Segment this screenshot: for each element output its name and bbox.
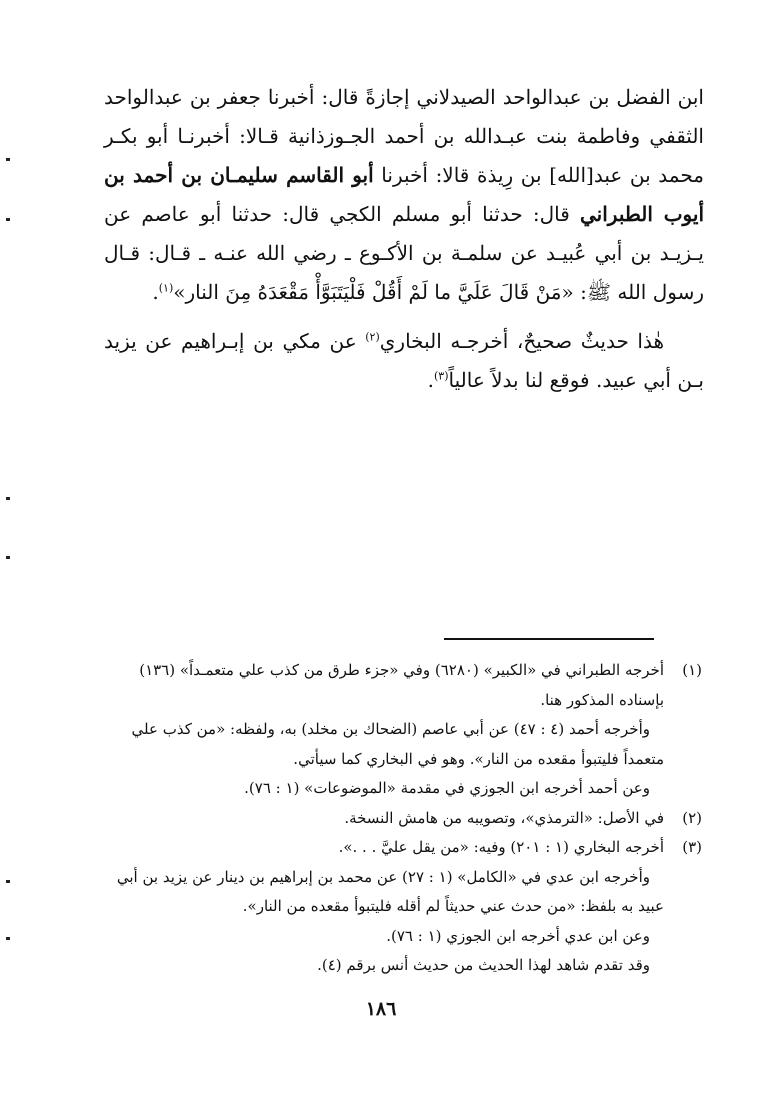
page-number: ١٨٦ bbox=[365, 998, 397, 1020]
margin-mark bbox=[6, 937, 10, 940]
paragraph-hadith-chain bbox=[104, 78, 704, 312]
margin-mark bbox=[6, 218, 10, 221]
text-span: قال: حدثنا أبو مسلم الكجي قال: حدثنا أبو عاصم عن يـزيـد بن أبي عُبيـد عن سلمـة بن الأكـوع ـ رضي الله عنـه ـ قـال: قـال رسول الله ﷺ: «مَنْ قَالَ عَلَيَّ ما لَمْ أَقُلْ فَلْيَتَبَوَّأْ مَقْعَدَهُ مِنَ النار» bbox=[104, 202, 704, 304]
footnote-ref-3: (٣) bbox=[433, 369, 449, 383]
footnote-ref-1: (١) bbox=[158, 281, 174, 295]
margin-mark bbox=[6, 497, 10, 500]
paragraph-grading bbox=[104, 322, 704, 400]
footnotes bbox=[102, 656, 702, 981]
footnote-text: أخرجه الطبراني في «الكبير» (٦٢٨٠) وفي «جزء طرق من كذب علي متعمـداً» (١٣٦) بإسناده المذكور هنا. bbox=[139, 661, 664, 709]
footnote-continuation: وقد تقدم شاهد لهذا الحديث من حديث أنس برقم (٤). bbox=[317, 956, 650, 974]
bold-narrator-name: أبو القاسم سليمـان بن أحمد بن أيوب الطبراني bbox=[104, 163, 704, 226]
footnote-number: (٢) bbox=[682, 808, 702, 827]
footnote-continuation: وأخرجه ابن عدي في «الكامل» (١ : ٢٧) عن محمد بن إبراهيم بن دينار عن يزيد بن أبي عبيد به بلفظ: «من حدث عني حديثاً لم أقله فليتبوأ مقعده من النار». bbox=[116, 867, 664, 915]
footnote-ref-2: (٢) bbox=[365, 330, 380, 344]
footnote-continuation: وأخرجه أحمد (٤ : ٤٧) عن أبي عاصم (الضحاك بن مخلد) به، ولفظه: «من كذب علي متعمداً فليتبوأ مقعده من النار». وهو في البخاري كما سيأتي. bbox=[131, 720, 664, 768]
text-span: هٰذا حديثٌ صحيحٌ، أخرجـه البخاري bbox=[379, 329, 665, 353]
margin-mark bbox=[6, 880, 10, 883]
footnote-number: (١) bbox=[682, 661, 702, 679]
footnote-1 bbox=[102, 656, 702, 715]
text-span: . bbox=[152, 280, 159, 304]
main-text bbox=[104, 78, 704, 400]
footnote-text: في الأصل: «الترمذي»، وتصويبه من هامش النسخة. bbox=[344, 808, 664, 827]
margin-mark bbox=[6, 158, 10, 161]
footnote-continuation: وعن ابن عدي أخرجه ابن الجوزي (١ : ٧٦). bbox=[386, 926, 650, 945]
footnote-number: (٣) bbox=[682, 838, 702, 856]
footnote-continuation: وعن أحمد أخرجه ابن الجوزي في مقدمة «الموضوعات» (١ : ٧٦). bbox=[244, 779, 650, 797]
footnote-separator bbox=[444, 638, 654, 640]
footnote-3 bbox=[102, 833, 702, 863]
text-span: . bbox=[427, 368, 434, 392]
text-span: ابن الفضل بن عبدالواحد الصيدلاني إجازةً قال: أخبرنا جعفر بن عبدالواحد الثقفي وفاطمة بنت عبـدالله بن أحمد الجـوزذانية قـالا: أخبرنـا أبو بكـر محمد بن عبد[الله] بن رِيذة قالا: أخبرنا bbox=[104, 85, 704, 187]
margin-mark bbox=[6, 556, 10, 559]
footnote-text: أخرجه البخاري (١ : ٢٠١) وفيه: «من يقل عليَّ . . .». bbox=[338, 838, 664, 856]
text-span: عن مكي بن إبـراهيم عن يزيد بـن أبي عبيد. فوقع لنا بدلاً عالياً bbox=[104, 329, 704, 392]
footnote-2 bbox=[102, 804, 702, 834]
